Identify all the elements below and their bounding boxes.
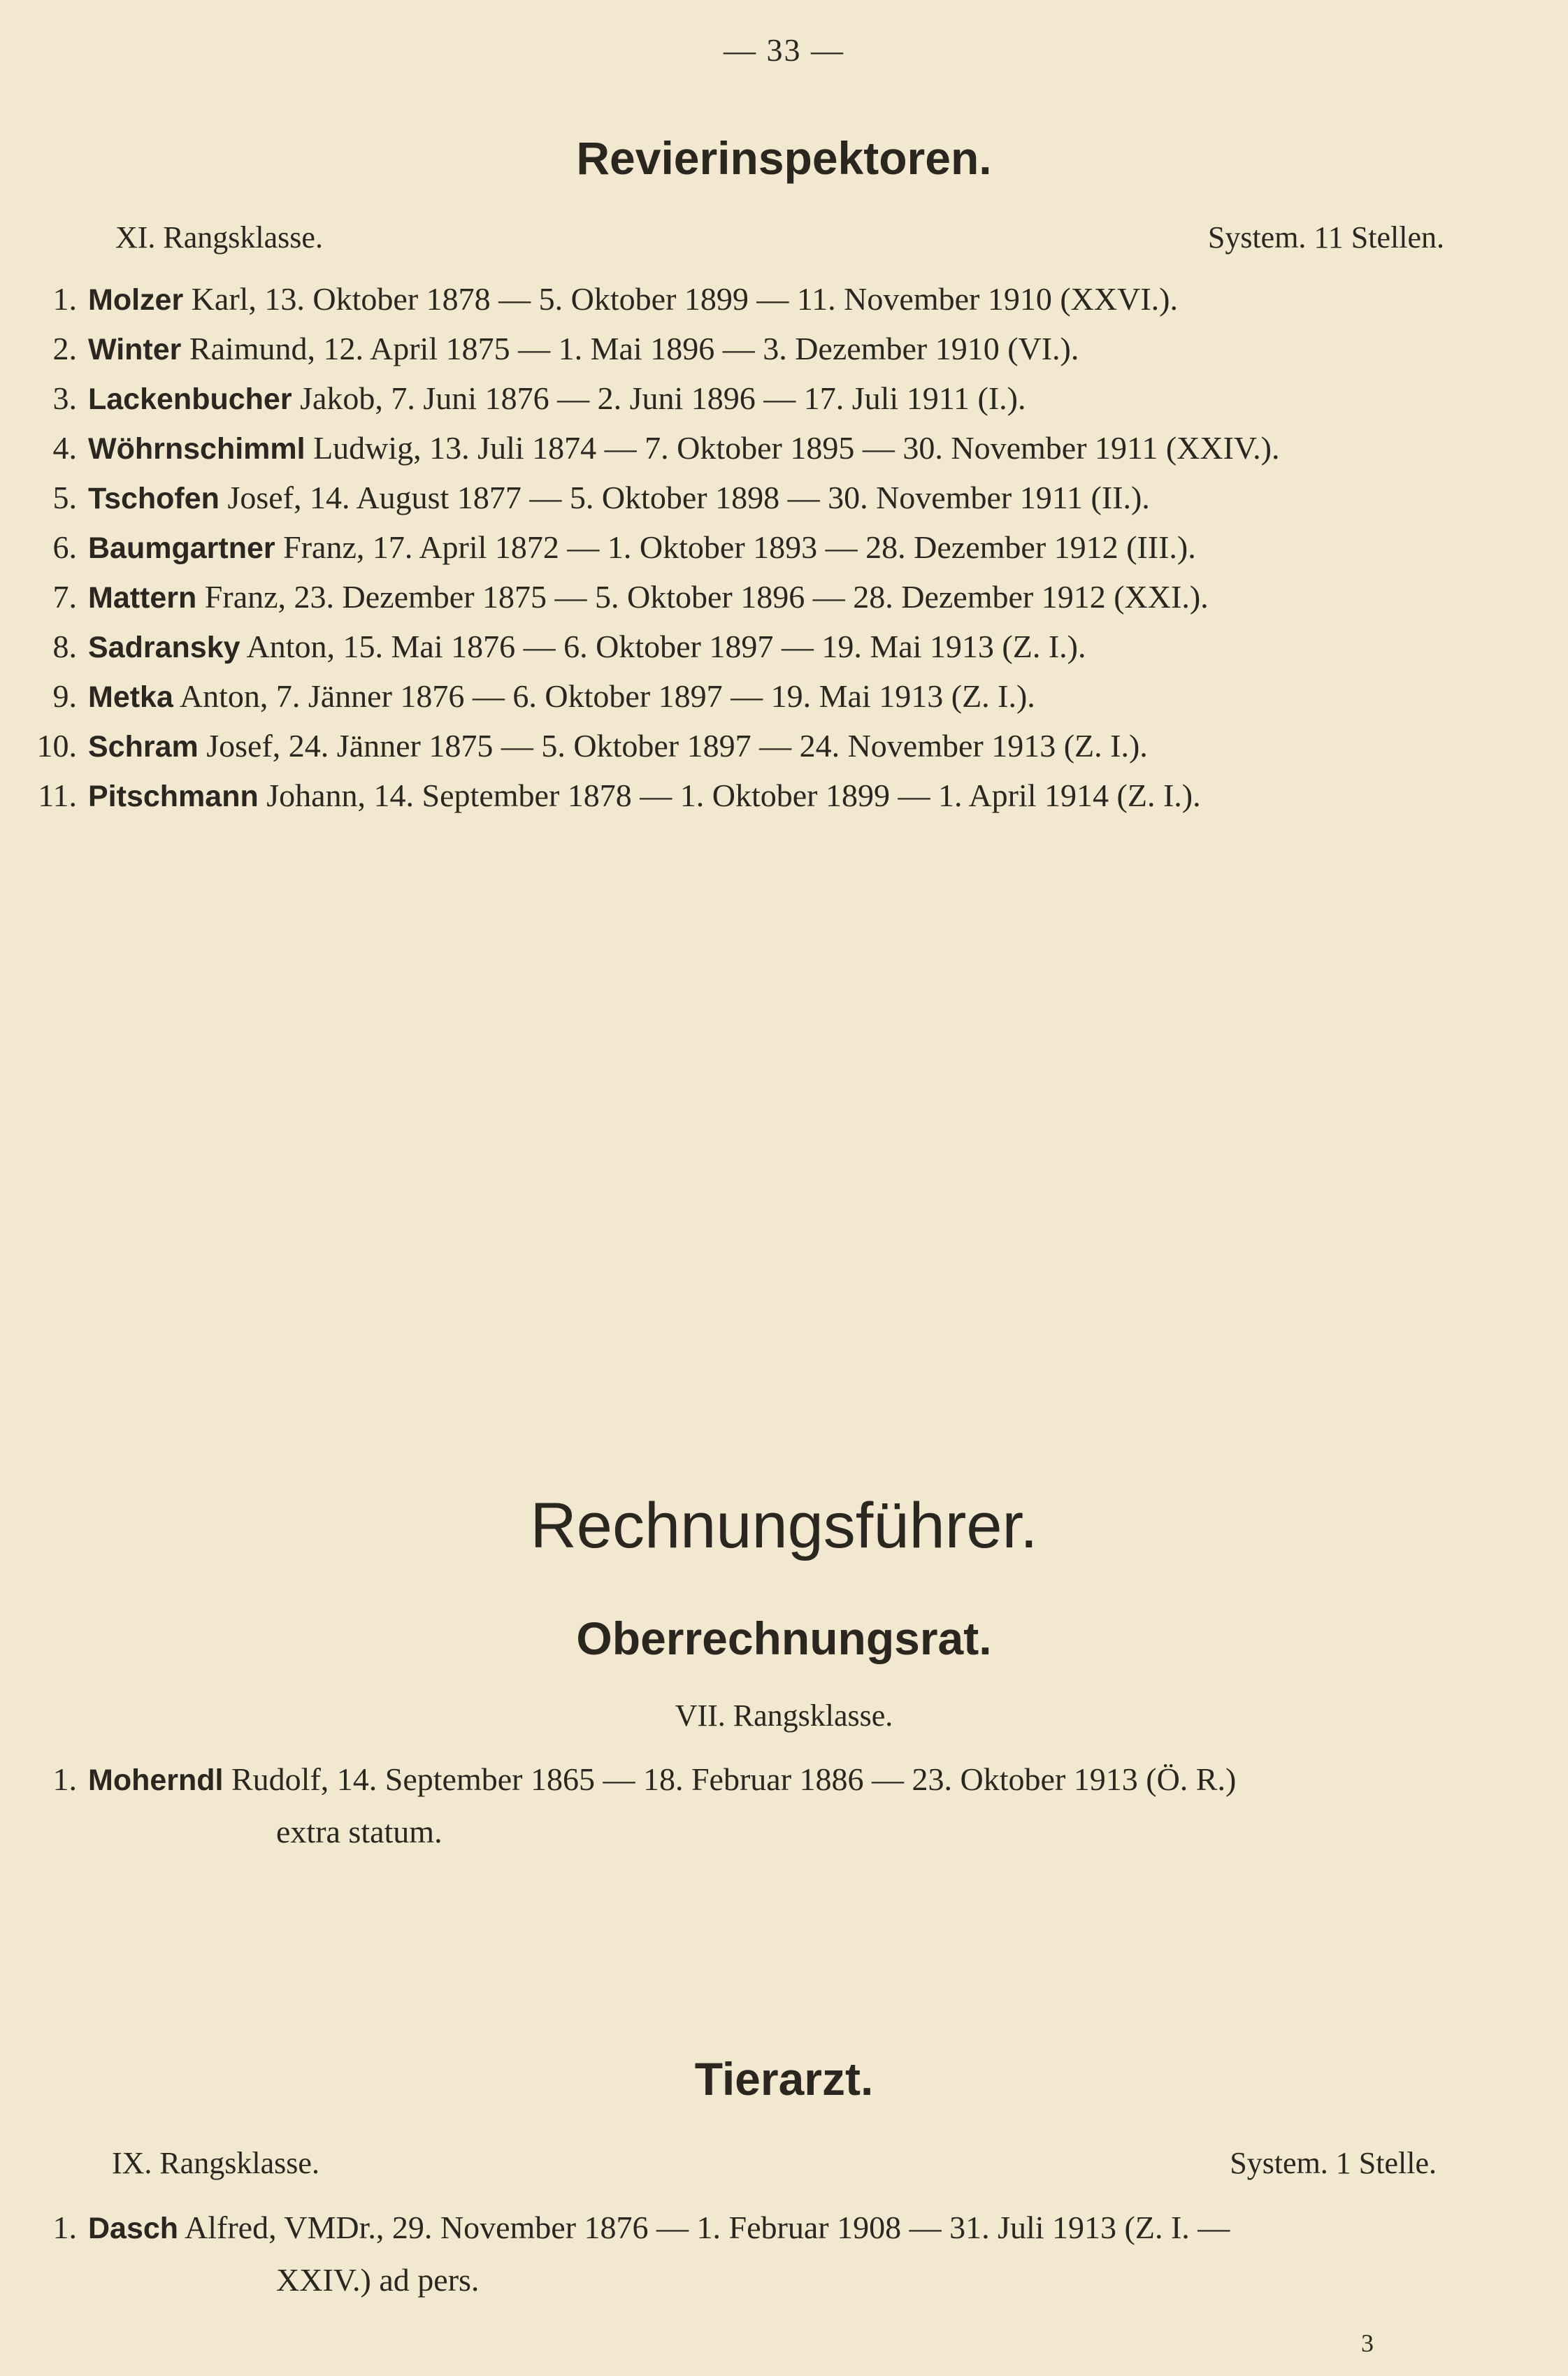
subtitle-oberrechnungsrat: Oberrechnungsrat. (576, 1612, 992, 1664)
system-stellen: System. 11 Stellen. (1207, 220, 1444, 255)
list-item: 2. Winter Raimund, 12. April 1875 — 1. Mai 1896 — 3. Dezember 1910 (VI.). (52, 331, 1079, 366)
list-item: 11. Pitschmann Johann, 14. September 1878 — 1. Oktober 1899 — 1. April 1914 (Z. I.). (38, 778, 1201, 813)
list-item: 9. Metka Anton, 7. Jänner 1876 — 6. Oktober 1897 — 19. Mai 1913 (Z. I.). (52, 678, 1035, 714)
list-item: 4. Wöhrnschimml Ludwig, 13. Juli 1874 — 7. Oktober 1895 — 30. November 1911 (XXIV.). (52, 430, 1280, 466)
list-item: 1. Dasch Alfred, VMDr., 29. November 1876 — 1. Februar 1908 — 31. Juli 1913 (Z. I. — (52, 2210, 1230, 2245)
entry-continuation: extra statum. (276, 1814, 443, 1849)
section-title-tierarzt: Tierarzt. (694, 2053, 874, 2105)
list-item: 8. Sadransky Anton, 15. Mai 1876 — 6. Oktober 1897 — 19. Mai 1913 (Z. I.). (52, 629, 1086, 664)
page-number: — 33 — (724, 32, 844, 68)
entry-continuation: XXIV.) ad pers. (276, 2262, 480, 2298)
list-item: 7. Mattern Franz, 23. Dezember 1875 — 5. Oktober 1896 — 28. Dezember 1912 (XXI.). (52, 579, 1209, 615)
rank-class-ix: IX. Rangsklasse. (112, 2146, 319, 2180)
list-item: 6. Baumgartner Franz, 17. April 1872 — 1. Oktober 1893 — 28. Dezember 1912 (III.). (52, 529, 1196, 565)
section-title-revierinspektoren: Revierinspektoren. (576, 132, 992, 184)
list-item: 1. Moherndl Rudolf, 14. September 1865 — 18. Februar 1886 — 23. Oktober 1913 (Ö. R.) (52, 1761, 1237, 1797)
system-stelle: System. 1 Stelle. (1230, 2146, 1437, 2180)
signature-mark: 3 (1361, 2329, 1374, 2357)
rank-class-xi: XI. Rangsklasse. (115, 220, 323, 255)
list-item: 10. Schram Josef, 24. Jänner 1875 — 5. Oktober 1897 — 24. November 1913 (Z. I.). (36, 728, 1148, 764)
list-item: 1. Molzer Karl, 13. Oktober 1878 — 5. Oktober 1899 — 11. November 1910 (XXVI.). (52, 281, 1178, 317)
list-item: 3. Lackenbucher Jakob, 7. Juni 1876 — 2. Juni 1896 — 17. Juli 1911 (I.). (52, 380, 1026, 416)
section-title-rechnungsfuehrer: Rechnungsführer. (530, 1490, 1038, 1561)
list-item: 5. Tschofen Josef, 14. August 1877 — 5. Oktober 1898 — 30. November 1911 (II.). (52, 480, 1150, 515)
rank-class-vii: VII. Rangsklasse. (675, 1698, 893, 1733)
